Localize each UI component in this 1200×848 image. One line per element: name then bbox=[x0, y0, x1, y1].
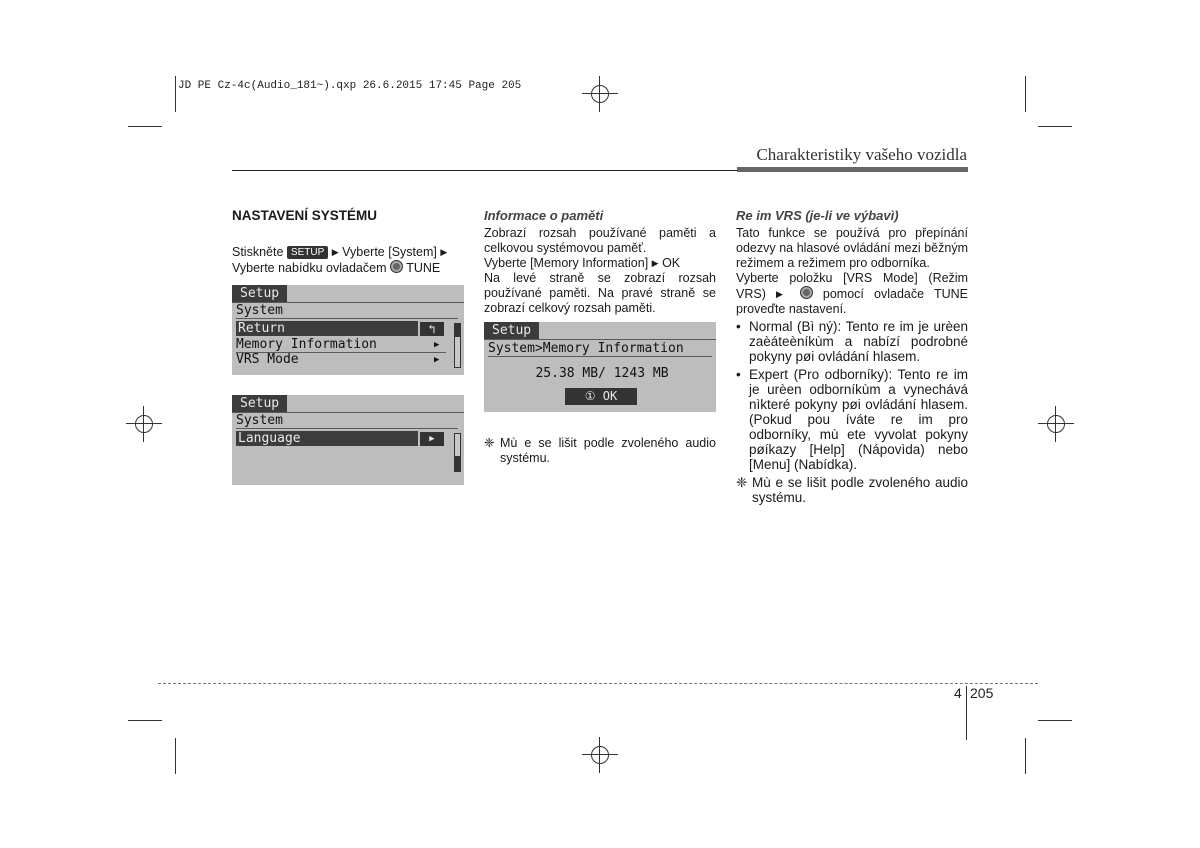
instruction-line-2: Vyberte nabídku ovladačem TUNE bbox=[232, 261, 441, 275]
menu-item-language[interactable]: Language bbox=[236, 431, 418, 446]
print-slug: JD PE Cz-4c(Audio_181~).qxp 26.6.2015 17:45 Page 205 bbox=[178, 80, 522, 92]
screen-tab: Setup bbox=[232, 285, 287, 302]
registration-mark-bottom bbox=[582, 737, 618, 773]
screen-title: System bbox=[236, 303, 283, 318]
list-item-expert: • Expert (Pro odborníky): Tento re im je urèen odborníkùm a vynechává nìkteré pokyny pøi ovládání hlasem. (Pokud pou íváte re im pro odborníky, mù ete vyvolat pokyny pøíkazy [Help] (Nápovìda) nebo [Menu] (Nabídka). bbox=[736, 367, 968, 472]
setup-key-icon: SETUP bbox=[287, 246, 328, 259]
menu-item-return[interactable]: Return bbox=[236, 321, 418, 336]
paragraph: Tato funkce se používá pro přepínání odezvy na hlasové ovládání mezi běžným režimem a režimem pro odborníka. bbox=[736, 226, 968, 270]
menu-item-vrs-mode[interactable]: VRS Mode bbox=[236, 352, 299, 367]
scrollbar[interactable] bbox=[454, 323, 461, 368]
page-number: 205 bbox=[970, 685, 994, 701]
column-3 bbox=[736, 208, 968, 505]
list-item-normal: • Normal (Bì ný): Tento re im je urèen zaèáteèníkùm a nabízí podrobné pokyny pøi ovládání hlasem. bbox=[736, 319, 968, 364]
note-text: Mù e se lišit podle zvoleného audio systému. bbox=[500, 436, 716, 465]
arrow-right-icon: ▶ bbox=[434, 340, 440, 350]
screen-title: System bbox=[236, 413, 283, 428]
arrow-right-icon: ▶ bbox=[434, 355, 440, 365]
memory-value: 25.38 MB/ 1243 MB bbox=[535, 366, 669, 381]
column-1 bbox=[232, 208, 464, 276]
header-bar bbox=[737, 167, 968, 172]
tune-knob-icon bbox=[800, 286, 813, 299]
arrow-right-icon: ▶ bbox=[331, 247, 339, 257]
return-icon: ↰ bbox=[420, 322, 444, 336]
registration-mark-right bbox=[1038, 406, 1074, 442]
registration-mark-left bbox=[126, 406, 162, 442]
section-heading-memory: Informace o paměti bbox=[484, 208, 604, 223]
note-col2 bbox=[484, 436, 716, 466]
instruction-line-1: Stiskněte SETUP ▶ Vyberte [System] ▶ bbox=[232, 245, 448, 259]
setup-screen-2 bbox=[232, 395, 464, 485]
tune-knob-icon bbox=[390, 260, 403, 273]
column-2 bbox=[484, 208, 716, 316]
scrollbar[interactable] bbox=[454, 433, 461, 472]
registration-mark-top bbox=[582, 76, 618, 112]
screen-tab: Setup bbox=[232, 395, 287, 412]
section-number: 4 bbox=[954, 685, 962, 701]
memory-info-screen bbox=[484, 322, 716, 412]
ok-button[interactable]: ① OK bbox=[565, 388, 637, 405]
footer-divider bbox=[966, 686, 967, 740]
instruction-line: Vyberte [Memory Information] ▶ OK bbox=[484, 256, 681, 270]
note-col3 bbox=[736, 475, 968, 505]
section-heading: NASTAVENÍ SYSTÉMU bbox=[232, 208, 378, 223]
note-text: Mù e se lišit podle zvoleného audio systému. bbox=[752, 475, 968, 505]
section-heading-vrs: Re im VRS (je-li ve výbavì) bbox=[736, 208, 899, 223]
note-icon: ❈ bbox=[484, 436, 495, 450]
arrow-right-icon: ▶ bbox=[776, 289, 790, 299]
arrow-right-icon: ▶ bbox=[651, 258, 659, 268]
footer-rule bbox=[158, 683, 1038, 684]
arrow-right-icon: ▶ bbox=[440, 247, 448, 257]
arrow-right-icon: ▶ bbox=[420, 432, 444, 446]
paragraph: Zobrazí rozsah používané paměti a celkovou systémovou paměť. bbox=[484, 226, 716, 255]
screen-title: System>Memory Information bbox=[488, 341, 684, 356]
screen-tab: Setup bbox=[484, 322, 539, 339]
setup-screen-1 bbox=[232, 285, 464, 375]
page-header-title: Charakteristiky vašeho vozidla bbox=[756, 145, 967, 164]
paragraph: Na levé straně se zobrazí rozsah používané paměti. Na pravé straně se zobrazí celkový rozsah paměti. bbox=[484, 271, 716, 315]
instruction-paragraph: Vyberte položku [VRS Mode] (Režim VRS) ▶ pomocí ovladače TUNE proveďte nastavení. bbox=[736, 271, 968, 316]
note-icon: ❈ bbox=[736, 475, 748, 490]
menu-item-memory-information[interactable]: Memory Information bbox=[236, 337, 377, 352]
